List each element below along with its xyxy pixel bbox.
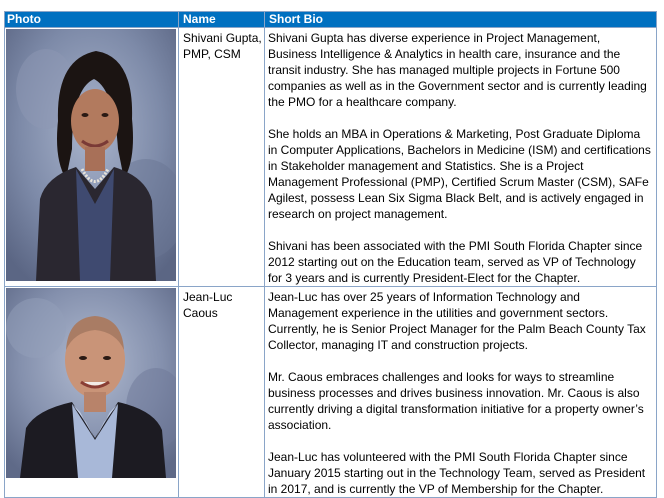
bio-paragraph: Shivani has been associated with the PMI South Florida Chapter since 2012 starting out on the Education team, served as VP of Technology for 3 years and is currently President-Elect for the Chapter. — [268, 239, 643, 285]
bio-cell — [265, 28, 657, 287]
table-row — [5, 28, 657, 287]
photo-cell — [5, 287, 179, 498]
bio-paragraph: She holds an MBA in Operations & Marketing, Post Graduate Diploma in Computer Applications, Bachelors in Medicine (ISM) and certifications in Stakeholder management and Statistics. She is a Project Management Professional (PMP), Certified Scrum Master (CSM), SAFe Agilest, possess Lean Six Sigma Black Belt, and is actively engaged in research on project management. — [268, 127, 651, 221]
bio-paragraph: Jean-Luc has volunteered with the PMI South Florida Chapter since January 2015 starting out in the Technology Team, served as President in 2017, and is currently the VP of Membership for the Chapter. — [268, 450, 646, 496]
bio-paragraph: Mr. Caous embraces challenges and looks for ways to streamline business processes and drives business innovation. Mr. Caous is also currently driving a digital transformation initiative for a property owner’s association. — [268, 370, 644, 432]
bio-paragraph: Jean-Luc has over 25 years of Information Technology and Management experience in the utilities and government sectors. Currently, he is Senior Project Manager for the Palm Beach County Tax Collector, managing IT and construction projects. — [268, 290, 646, 352]
header-bio: Short Bio — [265, 12, 657, 28]
table-row — [5, 287, 657, 498]
photo-shivani-gupta — [6, 29, 176, 281]
header-name: Name — [179, 12, 265, 28]
photo-cell — [5, 28, 179, 287]
photo-jean-luc-caous — [6, 288, 176, 478]
header-photo: Photo — [5, 12, 179, 28]
bio-paragraph: Shivani Gupta has diverse experience in Project Management, Business Intelligence & Analytics in health care, insurance and the transit industry. She has managed multiple projects in Fortune 500 companies as well as in the Government sector and is currently leading the PMO for a healthcare company. — [268, 31, 647, 109]
name-cell: Jean-Luc Caous — [179, 287, 265, 498]
bio-table — [4, 11, 657, 498]
header-row — [5, 12, 657, 28]
name-cell: Shivani Gupta, PMP, CSM — [179, 28, 265, 287]
bio-cell — [265, 287, 657, 498]
